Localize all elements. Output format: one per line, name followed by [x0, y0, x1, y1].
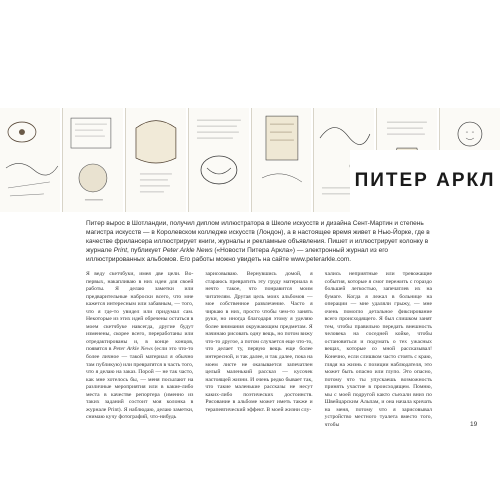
title-box [350, 150, 500, 212]
publication-name: Print [113, 246, 128, 254]
intro-text: («Новости Питера Аркла») — электронный журнал из его иллюстрированных альбомов. Его работы можно увидеть на сайте www.peterarkle.com. [86, 246, 389, 263]
body-text: чались неприятные или тревожащие события, которые я смог пережить с гораздо большей легкостью, запечатлев их на бумаге. Когда я лежал в больнице на операции — мне удаляли грыжу, — мне очень помогло детальное фиксирование всего происходящего. Я был слишком занят тем, чтобы правильно передать внешность человека на соседней койке, чтобы остановиться и подумать о тех ужасных вещах, которые со мной рассказывал! Конечно, если слишком часто стоять с краю, глядя на жизнь с позиции наблюдателя, это может быть опасно или глупо. Это опасно, потому что ты упускаешь возможность принять участие в происходящем. Помню, мы с моей подругой както съехали вниз по Швейцарским Альпам, и она начала кричать на меня, потому что я зарисовывал устройство местного туалета вместо того, чтобы [324, 271, 432, 428]
sketch-thumbnail [125, 108, 186, 212]
sketch-drawing [252, 108, 312, 212]
sketch-drawing [63, 108, 123, 212]
body-column [324, 271, 432, 428]
sketch-drawing [126, 108, 186, 212]
body-italic-text: Peter Arkle News [113, 346, 153, 353]
body-text: Я веду скетчбуки, имея две цели. Во-первых, накапливаю в них идеи для своей работы. Я делаю заметки или предварительные наброски всего, что мне кажется интересным или забавным, — того, что я где-то увидел или придумал сам. Некоторые из этих идей обречены остаться в моем скетчбуке навсегда, другие будут изменены, скорее всего, переработаны или отредактированы и, в конце концов, появятся в [86, 271, 194, 353]
body-columns [86, 271, 432, 428]
page-title: ПИТЕР АРКЛ [354, 170, 496, 191]
sketch-thumbnail [251, 108, 312, 212]
intro-paragraph [86, 220, 432, 265]
body-column [205, 271, 312, 421]
body-column [86, 271, 193, 421]
sketch-drawing [0, 108, 60, 212]
intro-text: , публикует [127, 246, 163, 254]
sketch-thumbnail [62, 108, 123, 212]
sketch-drawing [189, 108, 249, 212]
body-text: (если это что-то более личное — такой материал я обычно там публикую) или превратятся в часть того, что я делаю на заказ. Порой — не так часто, как мне хотелось бы, — меня посылают на различные мероприятия или в какие-либо места в качестве репортера (именно из таких заданий состоит моя колонка в журнале Print). Я наблюдаю, делаю заметки, снимаю кучу фотографий, что-нибудь [86, 346, 194, 421]
publication-name: Peter Arkle News [162, 246, 213, 254]
sketch-thumbnail [188, 108, 249, 212]
intro-text: Питер вырос в Шотландии, получил диплом иллюстратора в Школе искусств и дизайна Сент-Мартин и степень магистра искусств — в Королевском колледже искусств (Лондон), а в настоящее время живет в Нью-Йорке, где в качестве фрилансера иллюстрирует книги, журналы и рекламные объявления. Пишет и иллюстрирует колонку в журнале [86, 220, 430, 254]
sketch-thumbnail [0, 108, 60, 212]
page-number: 19 [470, 421, 478, 428]
body-text: зарисовываю. Вернувшись домой, я стараюсь превратить эту груду материала в нечто такое, что понравится моим читателям. Другая цель моих альбомов — мое собственное развлечение. Часто я чиркаю в них, просто чтобы чем-то занять руки, но иногда благодаря этому я уделяю более внимания окружающим предметам. Я начинаю рисовать одну вещь, но потом вижу что-то другое, а потом случается еще что-то, что делает ту, первую вещь еще более интересной, и так далее, и так далее, пока на моем листе не оказывается запечатлен целый маленький рассказ — кусочек настоящей жизни. И очень редко бывает так, что такие маленькие рассказы не несут каких-либо поэтических достоинств. Рисование в альбоме может иметь также и терапевтический эффект. В моей жизни слу- [205, 271, 313, 413]
